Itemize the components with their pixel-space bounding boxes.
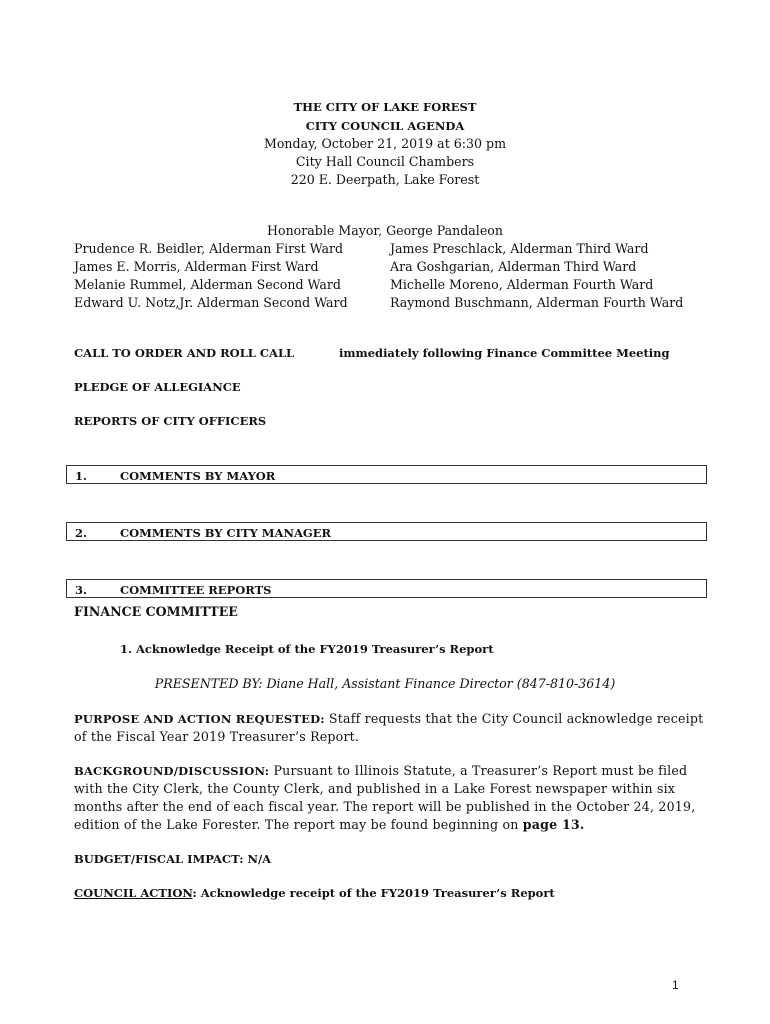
alderman-name: James E. Morris, Alderman First Ward (74, 259, 319, 274)
purpose-text: Staff requests that the City Council acknowledge receipt of the Fiscal Year 2019 Treasurer’s Report. (74, 711, 704, 744)
purpose-label: PURPOSE AND ACTION REQUESTED: (74, 712, 325, 726)
section-label: COMMITTEE REPORTS (120, 583, 272, 597)
aldermen-left-column (74, 240, 348, 312)
call-to-order-note: immediately following Finance Committee Meeting (339, 346, 670, 360)
section-box-mayor (66, 465, 707, 484)
reports-heading: REPORTS OF CITY OFFICERS (74, 414, 267, 428)
city-title: THE CITY OF LAKE FOREST (293, 100, 477, 114)
section-number: 3. (75, 583, 88, 597)
section-number: 2. (75, 526, 88, 540)
section-box-city-manager (66, 522, 707, 541)
meeting-address: 220 E. Deerpath, Lake Forest (290, 172, 480, 187)
meeting-location: City Hall Council Chambers (295, 154, 475, 169)
section-box-committee-reports (66, 579, 707, 598)
agenda-item-title: 1. Acknowledge Receipt of the FY2019 Treasurer’s Report (120, 642, 494, 656)
agenda-title: CITY COUNCIL AGENDA (305, 119, 465, 133)
finance-committee-heading: FINANCE COMMITTEE (74, 604, 238, 619)
council-action (74, 886, 555, 900)
alderman-name: Ara Goshgarian, Alderman Third Ward (390, 259, 637, 274)
section-label: COMMENTS BY MAYOR (120, 469, 276, 483)
meeting-date: Monday, October 21, 2019 at 6:30 pm (263, 136, 507, 151)
presented-by: PRESENTED BY: Diane Hall, Assistant Finance Director (847-810-3614) (154, 676, 616, 691)
mayor-name: Honorable Mayor, George Pandaleon (267, 223, 503, 238)
alderman-name: Edward U. Notz,Jr. Alderman Second Ward (74, 295, 348, 310)
call-to-order-heading: CALL TO ORDER AND ROLL CALL (74, 346, 295, 360)
aldermen-right-column (390, 240, 683, 312)
purpose-paragraph (74, 710, 704, 746)
budget-impact: BUDGET/FISCAL IMPACT: N/A (74, 852, 272, 866)
background-label: BACKGROUND/DISCUSSION: (74, 764, 270, 778)
alderman-name: James Preschlack, Alderman Third Ward (390, 241, 649, 256)
section-number: 1. (75, 469, 88, 483)
pledge-heading: PLEDGE OF ALLEGIANCE (74, 380, 241, 394)
background-page-ref: page 13. (522, 817, 585, 832)
alderman-name: Melanie Rummel, Alderman Second Ward (74, 277, 341, 292)
council-action-text: : Acknowledge receipt of the FY2019 Treasurer’s Report (192, 886, 555, 900)
council-action-label: COUNCIL ACTION (74, 886, 193, 900)
page-number: 1 (672, 978, 679, 992)
alderman-name: Raymond Buschmann, Alderman Fourth Ward (390, 295, 684, 310)
section-label: COMMENTS BY CITY MANAGER (120, 526, 332, 540)
background-paragraph (74, 762, 704, 834)
alderman-name: Michelle Moreno, Alderman Fourth Ward (390, 277, 654, 292)
alderman-name: Prudence R. Beidler, Alderman First Ward (74, 241, 344, 256)
background-text: Pursuant to Illinois Statute, a Treasurer’s Report must be filed with the City Clerk, the County Clerk, and published in a Lake Forest newspaper within six months after the end of each fiscal year. The report will be published in the October 24, 2019, edition of the Lake Forester. The report may be found beginning on (74, 763, 696, 832)
